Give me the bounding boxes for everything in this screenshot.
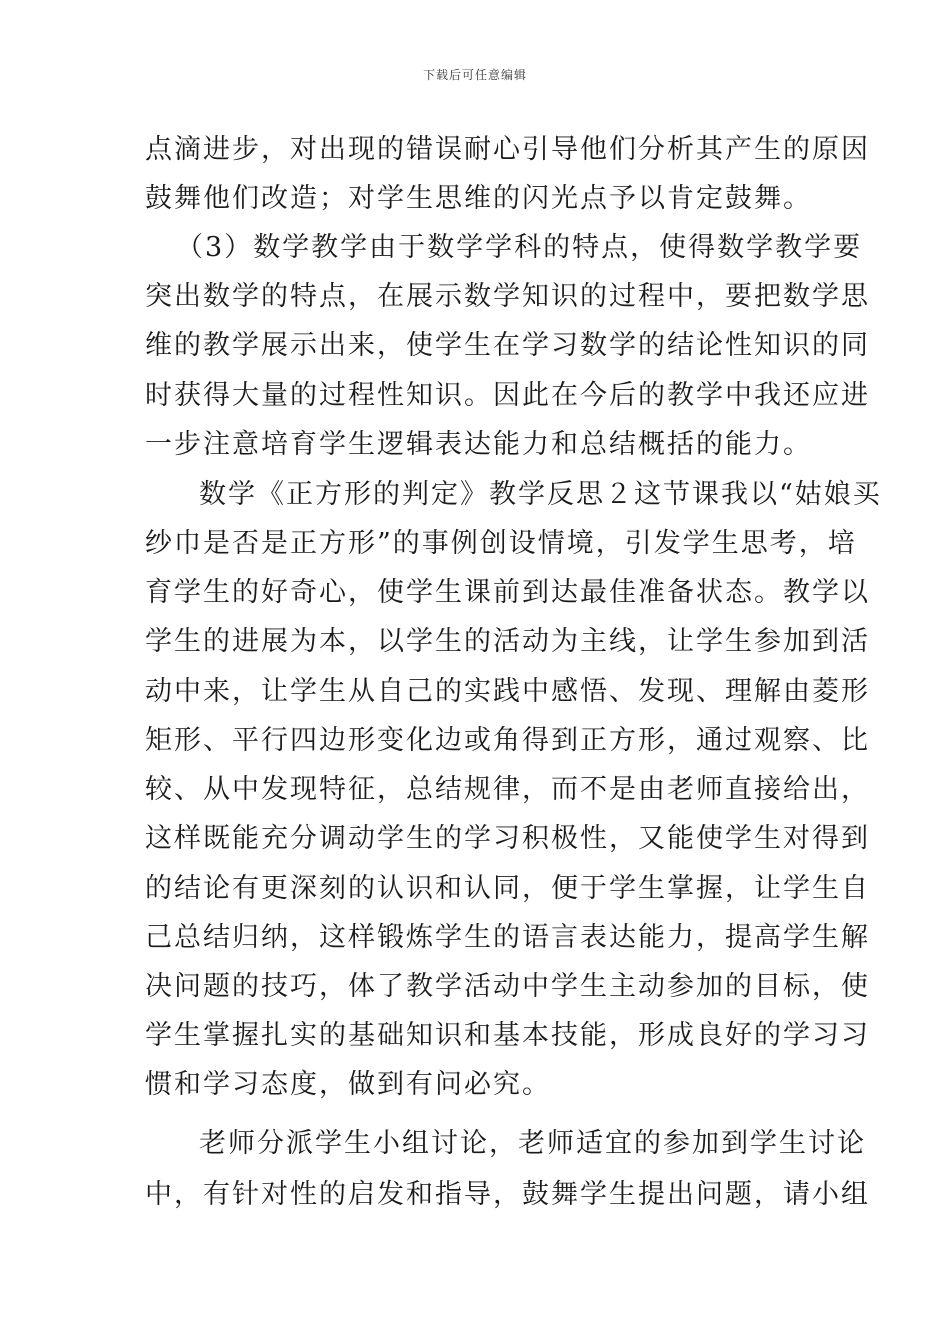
text-line: 时获得大量的过程性知识。因此在今后的教学中我还应进 bbox=[145, 380, 870, 411]
text-line: 决问题的技巧，体了教学活动中学生主动参加的目标，使 bbox=[145, 971, 870, 1002]
text-line: 育学生的好奇心，使学生课前到达最佳准备状态。教学以 bbox=[145, 577, 870, 608]
text-line: （3）数学教学由于数学学科的特点，使得数学教学要 bbox=[176, 232, 863, 263]
text-line: 己总结归纳，这样锻炼学生的语言表达能力，提高学生解 bbox=[145, 922, 870, 953]
text-line: 一步注意培育学生逻辑表达能力和总结概括的能力。 bbox=[145, 429, 812, 460]
page-header: 下载后可任意编辑 bbox=[422, 68, 527, 82]
text-line: 较、从中发现特征，总结规律，而不是由老师直接给出， bbox=[145, 774, 870, 805]
text-line: 惯和学习态度，做到有问必究。 bbox=[145, 1069, 551, 1100]
text-line: 点滴进步，对出现的错误耐心引导他们分析其产生的原因 bbox=[145, 134, 870, 165]
text-line: 老师分派学生小组讨论，老师适宜的参加到学生讨论 bbox=[199, 1128, 866, 1159]
text-line: 纱巾是否是正方形”的事例创设情境，引发学生思考，培 bbox=[145, 528, 857, 559]
text-line: 数学《正方形的判定》教学反思２这节课我以“姑娘买 bbox=[199, 479, 882, 510]
text-line: 维的教学展示出来，使学生在学习数学的结论性知识的同 bbox=[145, 330, 870, 361]
text-line: 这样既能充分调动学生的学习积极性，又能使学生对得到 bbox=[145, 823, 870, 854]
text-line: 学生的进展为本，以学生的活动为主线，让学生参加到活 bbox=[145, 626, 870, 657]
text-line: 中，有针对性的启发和指导，鼓舞学生提出问题，请小组 bbox=[145, 1179, 870, 1210]
text-line: 动中来，让学生从自己的实践中感悟、发现、理解由菱形 bbox=[145, 676, 870, 707]
text-line: 突出数学的特点，在展示数学知识的过程中，要把数学思 bbox=[145, 281, 870, 312]
text-line: 鼓舞他们改造；对学生思维的闪光点予以肯定鼓舞。 bbox=[145, 183, 812, 214]
text-line: 学生掌握扎实的基础知识和基本技能，形成良好的学习习 bbox=[145, 1020, 870, 1051]
text-line: 矩形、平行四边形变化边或角得到正方形，通过观察、比 bbox=[145, 725, 870, 756]
text-line: 的结论有更深刻的认识和认同，便于学生掌握，让学生自 bbox=[145, 873, 870, 904]
